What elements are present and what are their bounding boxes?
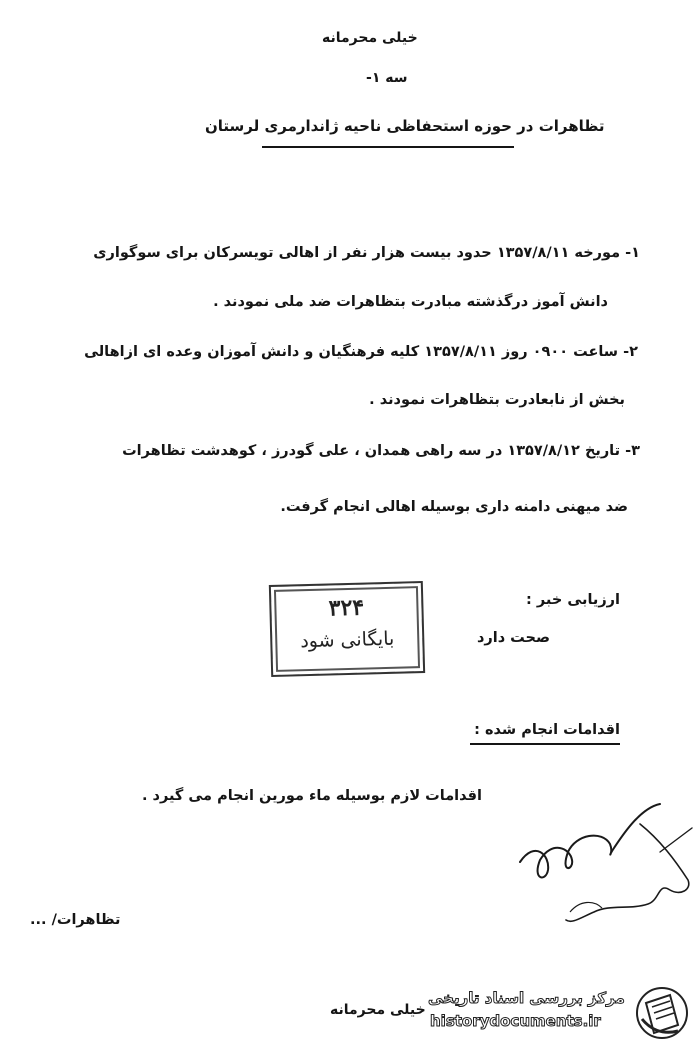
item-2-line-1: ۲- ساعت ۰۹۰۰ روز ۱۳۵۷/۸/۱۱ کلیه فرهنگیان و دانش آموزان وعده ای ازاهالی	[84, 344, 638, 360]
assessment-value: صحت دارد	[476, 630, 550, 646]
handwritten-signature	[510, 800, 700, 940]
archive-site-name: مرکز بررسی اسناد تاریخی	[428, 989, 625, 1007]
stamp-text: بایگانی شود	[300, 627, 395, 653]
item-3-line-1: ۳- تاریخ ۱۳۵۷/۸/۱۲ در سه راهی همدان ، علی گودرز ، کوهدشت تظاهرات	[122, 443, 640, 459]
title-underline	[262, 146, 514, 148]
document-number: سه ۱-	[366, 70, 408, 86]
archive-logo-icon	[632, 985, 692, 1041]
item-2-line-2: بخش از نابعادرت بتظاهرات نمودند .	[369, 392, 625, 408]
actions-text: اقدامات لازم بوسیله ماء مورین انجام می گیرد .	[141, 788, 482, 804]
file-code: تظاهرات/ ...	[30, 912, 121, 928]
item-1-line-2: دانش آموز درگذشته مبادرت بتظاهرات ضد ملی نمودند .	[213, 294, 608, 310]
actions-underline	[470, 743, 620, 745]
classification-bottom: خیلی محرمانه	[330, 1002, 426, 1018]
assessment-label: ارزیابی خبر :	[526, 592, 620, 608]
archive-url: historydocuments.ir	[430, 1012, 601, 1030]
archive-stamp	[269, 581, 425, 677]
actions-label: اقدامات انجام شده :	[474, 722, 620, 738]
classification-top: خیلی محرمانه	[322, 30, 418, 46]
item-3-line-2: ضد میهنی دامنه داری بوسیله اهالی انجام گرفت.	[280, 499, 628, 515]
document-title: تظاهرات در حوزه استحفاظی ناحیه ژاندارمری لرستان	[205, 117, 605, 135]
stamp-number: ۳۲۴	[328, 594, 365, 622]
item-1-line-1: ۱- مورخه ۱۳۵۷/۸/۱۱ حدود بیست هزار نفر از اهالی تویسرکان برای سوگواری	[93, 245, 640, 261]
